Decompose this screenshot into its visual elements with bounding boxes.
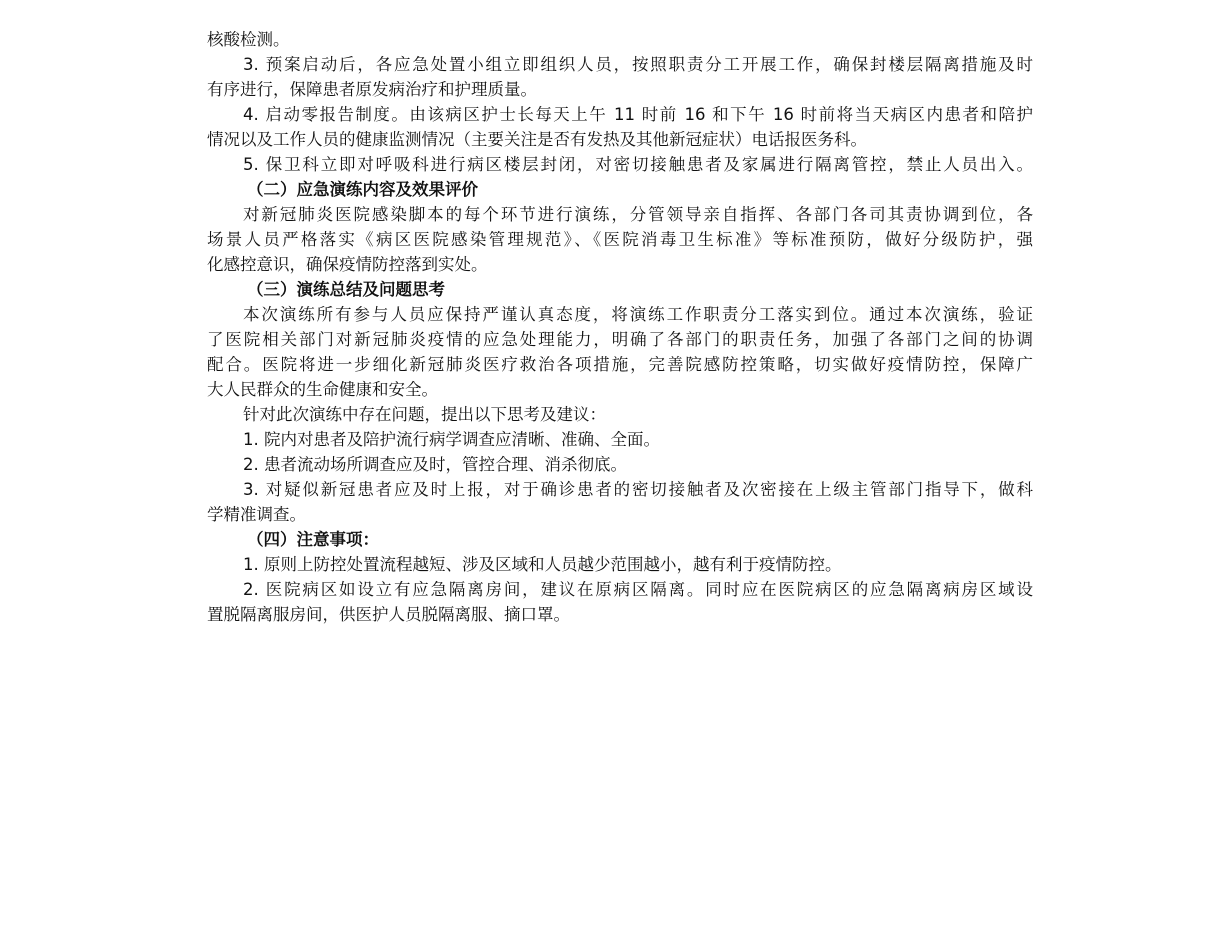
- text-line: 4. 启动零报告制度。由该病区护士长每天上午 11 时前 16 和下午 16 时前将当天病区内患者和陪护: [243, 105, 1033, 124]
- section-heading: （四）注意事项：: [247, 530, 379, 549]
- text-line: 置脱隔离服房间，供医护人员脱隔离服、摘口罩。: [207, 605, 570, 624]
- text-line: 5. 保卫科立即对呼吸科进行病区楼层封闭，对密切接触患者及家属进行隔离管控，禁止人员出入。: [243, 155, 1033, 174]
- text-line: 对新冠肺炎医院感染脚本的每个环节进行演练，分管领导亲自指挥、各部门各司其责协调到位，各: [243, 205, 1033, 224]
- text-line: 化感控意识，确保疫情防控落到实处。: [207, 255, 488, 274]
- text-line: 场景人员严格落实《病区医院感染管理规范》、《医院消毒卫生标准》等标准预防，做好分级防护，强: [207, 230, 1033, 249]
- section-heading: （二）应急演练内容及效果评价: [247, 180, 478, 199]
- text-line: 1. 原则上防控处置流程越短、涉及区域和人员越少范围越小，越有利于疫情防控。: [243, 555, 842, 574]
- text-line: 核酸检测。: [207, 30, 290, 49]
- text-line: 了医院相关部门对新冠肺炎疫情的应急处理能力，明确了各部门的职责任务，加强了各部门之间的协调: [207, 330, 1033, 349]
- text-line: 本次演练所有参与人员应保持严谨认真态度，将演练工作职责分工落实到位。通过本次演练，验证: [243, 305, 1033, 324]
- text-line: 3. 预案启动后，各应急处置小组立即组织人员，按照职责分工开展工作，确保封楼层隔离措施及时: [243, 55, 1033, 74]
- text-line: 2. 医院病区如设立有应急隔离房间，建议在原病区隔离。同时应在医院病区的应急隔离病房区域设: [243, 580, 1033, 599]
- text-line: 1. 院内对患者及陪护流行病学调查应清晰、准确、全面。: [243, 430, 660, 449]
- section-heading: （三）演练总结及问题思考: [247, 280, 445, 299]
- text-line: 大人民群众的生命健康和安全。: [207, 380, 438, 399]
- text-line: 情况以及工作人员的健康监测情况（主要关注是否有发热及其他新冠症状）电话报医务科。: [207, 130, 867, 149]
- text-line: 3. 对疑似新冠患者应及时上报，对于确诊患者的密切接触者及次密接在上级主管部门指导下，做科: [243, 480, 1033, 499]
- text-line: 有序进行，保障患者原发病治疗和护理质量。: [207, 80, 537, 99]
- document-page: [207, 27, 1033, 627]
- text-line: 配合。医院将进一步细化新冠肺炎医疗救治各项措施，完善院感防控策略，切实做好疫情防控，保障广: [207, 355, 1033, 374]
- text-line: 2. 患者流动场所调查应及时，管控合理、消杀彻底。: [243, 455, 627, 474]
- text-line: 针对此次演练中存在问题，提出以下思考及建议：: [243, 405, 606, 424]
- text-line: 学精准调查。: [207, 505, 306, 524]
